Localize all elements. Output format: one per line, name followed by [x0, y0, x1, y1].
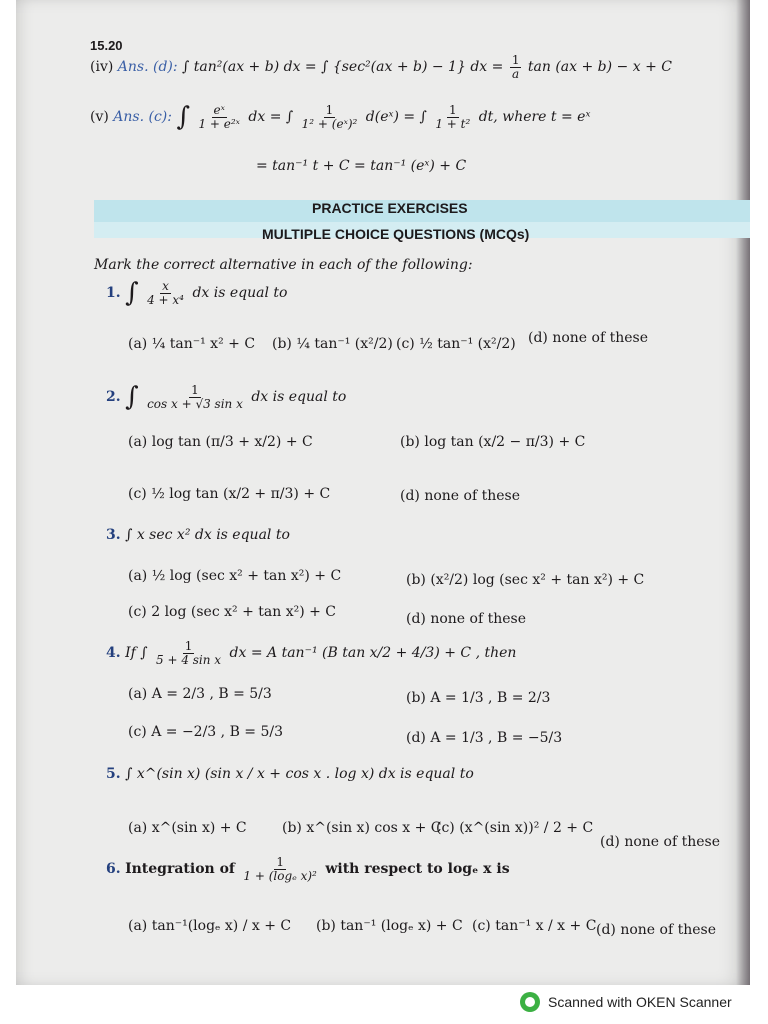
question-1 [106, 278, 288, 309]
question-3 [106, 527, 290, 543]
q3-option-c[interactable]: (c) 2 log (sec x² + tan x²) + C [128, 604, 337, 620]
fraction-denominator: a [512, 66, 520, 81]
q1-option-a[interactable]: (a) ¼ tan⁻¹ x² + C [128, 336, 256, 352]
q6-option-c[interactable]: (c) tan⁻¹ x / x + C [472, 918, 597, 934]
answer-v-mid1: dx = ∫ [248, 109, 294, 126]
fraction-numerator: 1 [184, 639, 193, 653]
q2-option-d[interactable]: (d) none of these [400, 488, 520, 504]
q5-option-d[interactable]: (d) none of these [600, 834, 720, 850]
answer-v-tag: Ans. (c): [113, 109, 172, 126]
q3-option-b[interactable]: (b) (x²/2) log (sec x² + tan x²) + C [406, 572, 645, 588]
scanner-watermark-text: Scanned with OKEN Scanner [548, 994, 732, 1010]
integral-sign: ∫ [125, 382, 139, 413]
fraction-denominator: 1 + e²ˣ [198, 116, 240, 131]
oken-scanner-logo-icon [520, 992, 540, 1012]
q3-option-d[interactable]: (d) none of these [406, 611, 526, 627]
fraction-numerator: 1 [325, 103, 334, 117]
fraction-numerator: 1 [276, 855, 284, 869]
question-6-fraction [241, 856, 318, 882]
q4-option-a[interactable]: (a) A = 2/3 , B = 5/3 [128, 686, 272, 702]
page-edge-shadow [736, 0, 750, 985]
fraction-denominator: cos x + √3 sin x [147, 396, 243, 411]
q1-option-d[interactable]: (d) none of these [528, 330, 648, 346]
answer-v-fraction-2 [300, 104, 360, 130]
fraction-numerator: eˣ [213, 103, 225, 117]
book-page [16, 0, 750, 985]
question-number: 5. [106, 766, 121, 782]
integral-sign: ∫ [125, 278, 139, 309]
question-stem-tail: dx is equal to [251, 389, 347, 406]
answer-iv-tag: Ans. (d): [117, 59, 178, 76]
question-5 [106, 766, 474, 782]
q5-option-b[interactable]: (b) x^(sin x) cos x + C [282, 820, 442, 836]
answer-v [90, 102, 591, 133]
answer-v-fraction-3 [433, 104, 472, 130]
question-stem: ∫ x sec x² dx is equal to [125, 527, 290, 543]
fraction-numerator: 1 [448, 103, 457, 117]
fraction-denominator: 1² + (eˣ)² [301, 116, 358, 131]
answer-v-fraction-1 [196, 104, 242, 130]
q5-option-a[interactable]: (a) x^(sin x) + C [128, 820, 247, 836]
question-4-fraction [154, 640, 223, 666]
fraction-numerator: 1 [191, 383, 199, 397]
question-stem-tail: dx = A tan⁻¹ (B tan x/2 + 4/3) + C , then [229, 645, 517, 662]
question-stem: ∫ x^(sin x) (sin x / x + cos x . log x) dx is equal to [125, 766, 474, 782]
q6-option-a[interactable]: (a) tan⁻¹(logₑ x) / x + C [128, 918, 292, 934]
q2-option-b[interactable]: (b) log tan (x/2 − π/3) + C [400, 434, 586, 450]
answer-v-tail: dt, where t = eˣ [478, 109, 591, 126]
answer-iv [90, 54, 672, 80]
q4-option-b[interactable]: (b) A = 1/3 , B = 2/3 [406, 690, 551, 706]
q6-option-d[interactable]: (d) none of these [596, 922, 716, 938]
q1-option-b[interactable]: (b) ¼ tan⁻¹ (x²/2) [272, 336, 393, 352]
subsection-title: MULTIPLE CHOICE QUESTIONS (MCQs) [262, 226, 530, 242]
q3-option-a[interactable]: (a) ½ log (sec x² + tan x²) + C [128, 568, 342, 584]
q4-option-d[interactable]: (d) A = 1/3 , B = −5/3 [406, 730, 563, 746]
instruction-text: Mark the correct alternative in each of the following: [94, 257, 473, 273]
fraction-denominator: 4 + x⁴ [147, 292, 184, 307]
q6-option-b[interactable]: (b) tan⁻¹ (logₑ x) + C [316, 918, 463, 934]
section-title: PRACTICE EXERCISES [312, 200, 468, 216]
question-number: 6. [106, 861, 121, 878]
answer-iv-label: (iv) [90, 59, 114, 76]
q4-option-c[interactable]: (c) A = −2/3 , B = 5/3 [128, 724, 284, 740]
question-stem-pre: Integration of [125, 861, 235, 878]
q2-option-c[interactable]: (c) ½ log tan (x/2 + π/3) + C [128, 486, 331, 502]
fraction-denominator: 5 + 4 sin x [156, 652, 222, 667]
fraction-denominator: 1 + t² [435, 116, 471, 131]
answer-v-mid2: d(eˣ) = ∫ [365, 109, 427, 126]
answer-v-line2: = tan⁻¹ t + C = tan⁻¹ (eˣ) + C [256, 158, 467, 174]
question-stem-tail: with respect to logₑ x is [325, 861, 510, 878]
answer-iv-expr2: tan (ax + b) − x + C [527, 59, 672, 76]
answer-v-label: (v) [90, 109, 109, 126]
q5-option-c[interactable]: (c) (x^(sin x))² / 2 + C [436, 820, 594, 836]
question-6 [106, 856, 510, 882]
answer-iv-expr1: ∫ tan²(ax + b) dx = ∫ {sec²(ax + b) − 1} dx = [182, 59, 504, 76]
scanner-watermark [520, 991, 732, 1013]
question-stem-tail: dx is equal to [192, 285, 288, 302]
integral-sign: ∫ [176, 102, 190, 133]
fraction-denominator: 1 + (logₑ x)² [243, 868, 317, 883]
question-4 [106, 640, 516, 666]
question-number: 1. [106, 285, 121, 302]
question-stem-pre: If ∫ [125, 645, 148, 662]
question-number: 3. [106, 527, 121, 543]
answer-iv-fraction [510, 54, 522, 80]
fraction-numerator: 1 [511, 53, 520, 67]
question-2 [106, 382, 347, 413]
question-number: 4. [106, 645, 121, 662]
fraction-numerator: x [162, 279, 169, 293]
q2-option-a[interactable]: (a) log tan (π/3 + x/2) + C [128, 434, 313, 450]
question-1-fraction [145, 280, 186, 306]
page-number: 15.20 [90, 38, 123, 53]
q1-option-c[interactable]: (c) ½ tan⁻¹ (x²/2) [396, 336, 516, 352]
question-number: 2. [106, 389, 121, 406]
question-2-fraction [145, 384, 245, 410]
